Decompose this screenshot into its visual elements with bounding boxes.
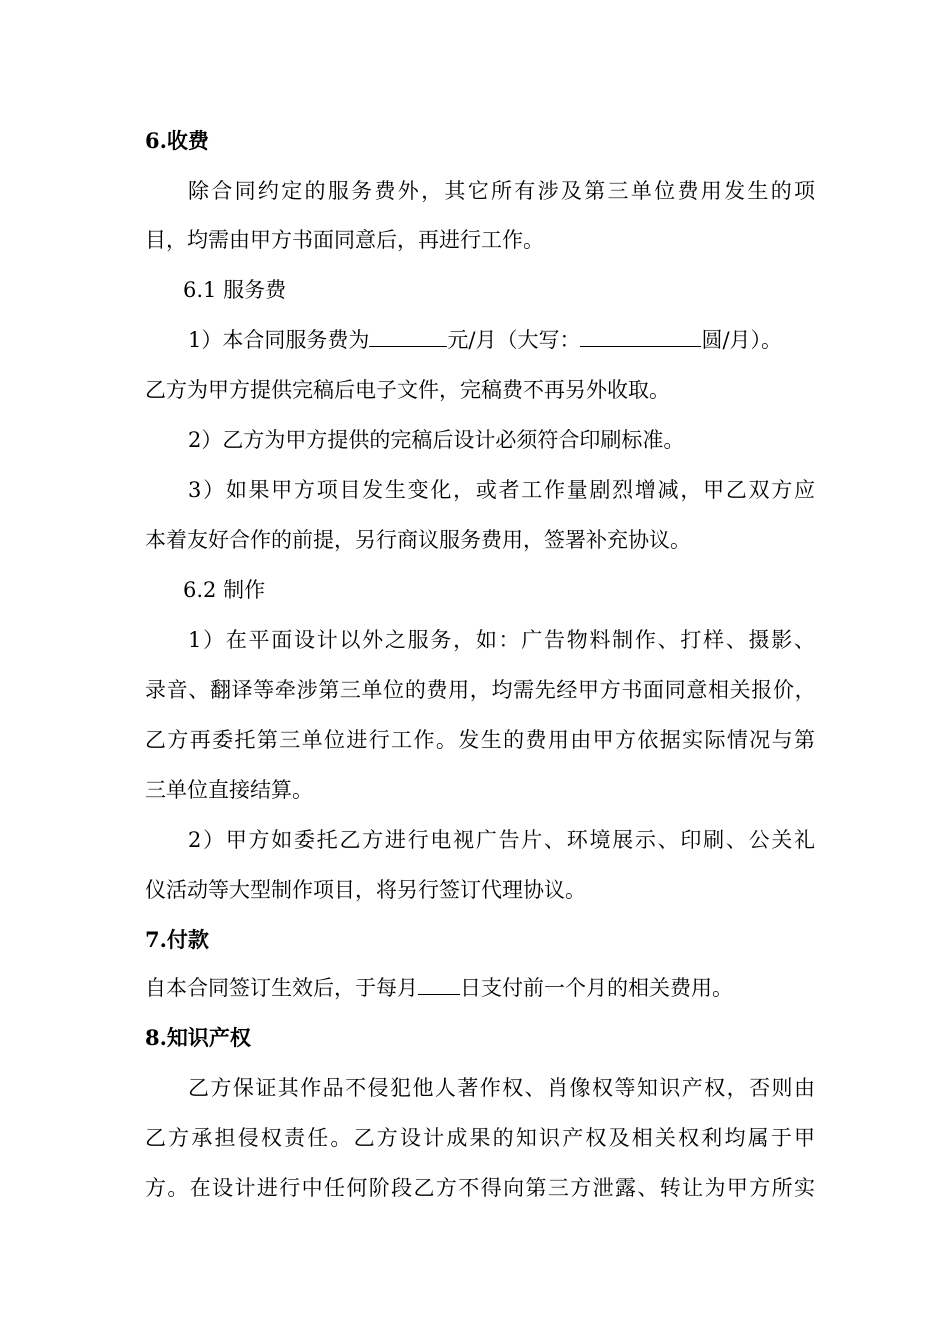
section-7-heading: 7.付款 — [145, 927, 209, 952]
fee-clause-line-2: 乙方为甲方提供完稿后电子文件，完稿费不再另外收取。 — [145, 378, 670, 402]
ip-clause-line-3: 方。在设计进行中任何阶段乙方不得向第三方泄露、转让为甲方所实 — [145, 1176, 815, 1200]
payment-text-2: 日支付前一个月的相关费用。 — [460, 976, 733, 1000]
ip-clause-line-1: 乙方保证其作品不侵犯他人著作权、肖像权等知识产权，否则由 — [188, 1076, 815, 1100]
production-clause-line-4: 三单位直接结算。 — [145, 778, 313, 802]
section-6-heading: 6.收费 — [145, 128, 209, 153]
payment-text-1: 自本合同签订生效后，于每月 — [145, 976, 418, 1000]
subsection-6-1-title: 6.1 服务费 — [183, 278, 287, 302]
agency-clause-line-1: 2）甲方如委托乙方进行电视广告片、环境展示、印刷、公关礼 — [188, 828, 815, 852]
section-8-heading: 8.知识产权 — [145, 1025, 251, 1050]
production-clause-line-2: 录音、翻译等牵涉第三单位的费用，均需先经甲方书面同意相关报价， — [145, 678, 815, 702]
fee-clause-text-3: 圆/月）。 — [701, 328, 783, 352]
ip-clause-line-2: 乙方承担侵权责任。乙方设计成果的知识产权及相关权利均属于甲 — [145, 1126, 815, 1150]
fee-in-words-blank[interactable] — [580, 324, 701, 347]
fee-clause-line-1 — [188, 324, 815, 356]
payment-clause — [145, 972, 815, 1004]
production-clause-line-3: 乙方再委托第三单位进行工作。发生的费用由甲方依据实际情况与第 — [145, 728, 815, 752]
section-6-intro-line-1: 除合同约定的服务费外，其它所有涉及第三单位费用发生的项 — [188, 179, 815, 203]
project-change-clause-line-1: 3）如果甲方项目发生变化，或者工作量剧烈增减，甲乙双方应 — [188, 478, 815, 502]
payment-day-blank[interactable] — [418, 972, 460, 995]
project-change-clause-line-2: 本着友好合作的前提，另行商议服务费用，签署补充协议。 — [145, 528, 691, 552]
section-6-intro-line-2: 目，均需由甲方书面同意后，再进行工作。 — [145, 228, 544, 252]
agency-clause-line-2: 仪活动等大型制作项目，将另行签订代理协议。 — [145, 878, 586, 902]
subsection-6-2-title: 6.2 制作 — [183, 578, 266, 602]
design-standard-clause: 2）乙方为甲方提供的完稿后设计必须符合印刷标准。 — [188, 428, 685, 452]
production-clause-line-1: 1）在平面设计以外之服务，如：广告物料制作、打样、摄影、 — [188, 628, 815, 652]
monthly-fee-blank[interactable] — [369, 324, 447, 347]
fee-clause-text-2: 元/月（大写： — [447, 328, 581, 352]
fee-clause-text-1: 1）本合同服务费为 — [188, 328, 370, 352]
